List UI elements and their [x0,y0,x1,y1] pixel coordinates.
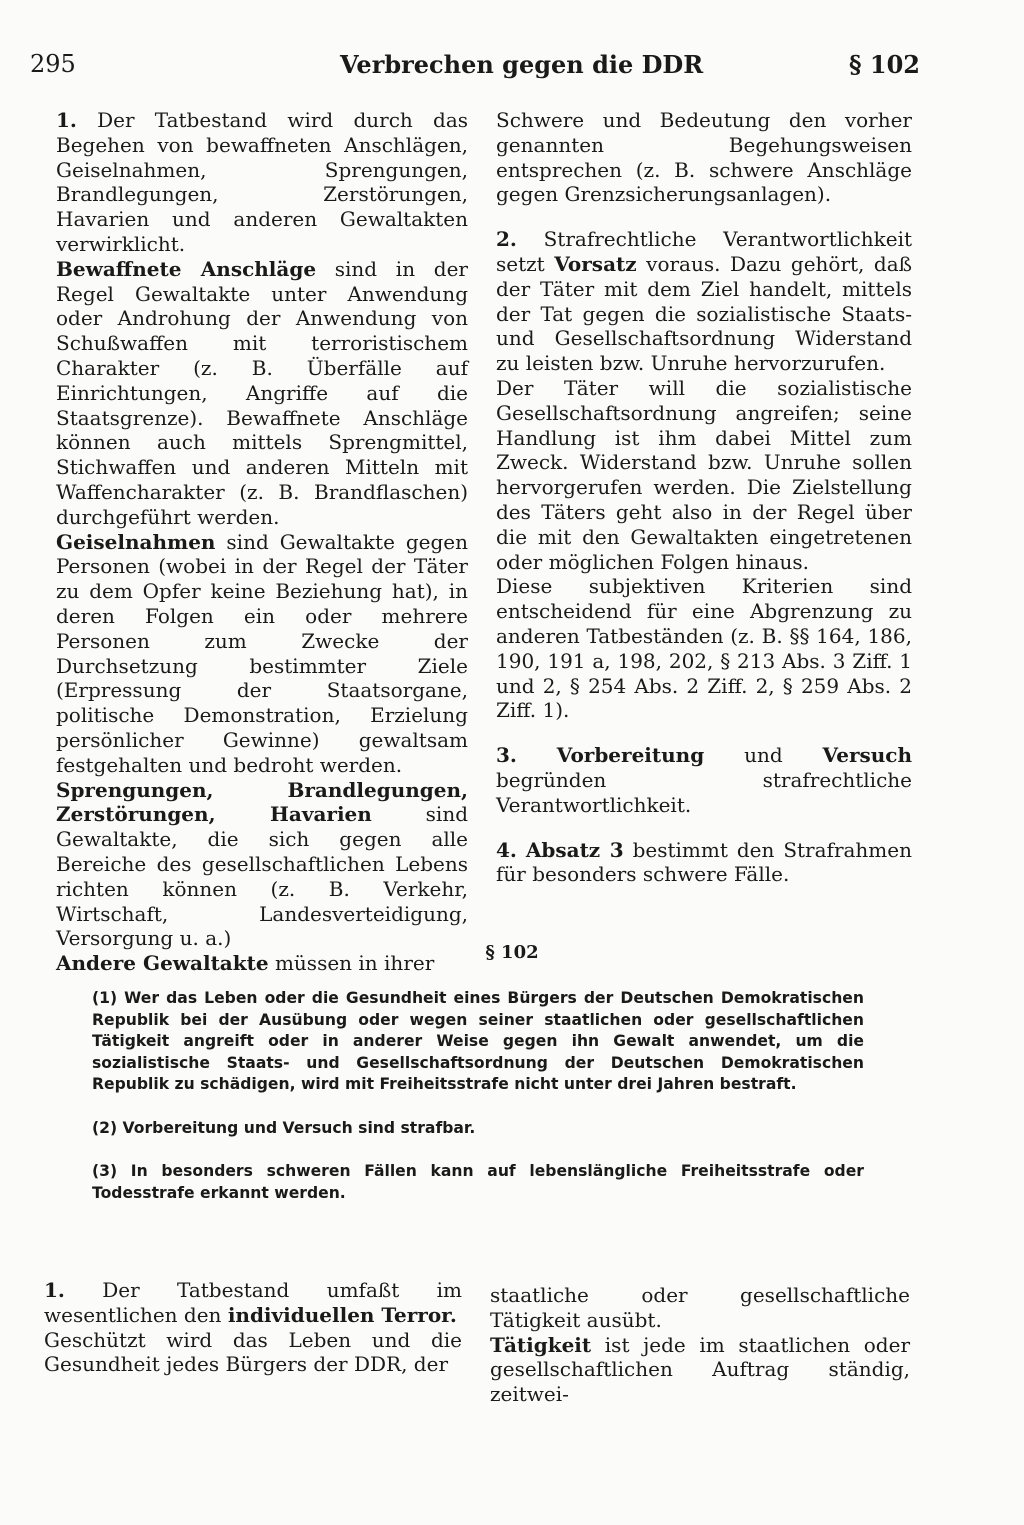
paragraph-number: 1. [44,1278,65,1302]
commentary-paragraph [56,257,468,530]
commentary-paragraph [44,1328,462,1378]
law-paragraph-3: (3) In besonders schweren Fällen kann auf lebenslängliche Freiheitsstrafe oder Todesstrafe erkannt werden. [92,1162,864,1202]
commentary-paragraph [496,108,912,207]
paragraph-text: staatliche oder gesellschaftliche Tätigkeit ausübt. [490,1283,910,1332]
paragraph-text: Der Täter will die sozialistische Gesellschaftsordnung angreifen; seine Handlung ist ihm dabei Mittel zum Zweck. Widerstand bzw. Unruhe sollen hervorgerufen werden. Die Zielstellung des Täters geht also in der Regel über die mit den Gewaltakten eingetretenen oder möglichen Folgen hinaus. [496,375,912,574]
paragraph-number: 2. [496,227,517,252]
paragraph-text: sind Gewaltakte, die sich gegen alle Bereiche des gesellschaftlichen Lebens richten können (z. B. Verkehr, Wirtschaft, Landesverteidigung, Versorgung u. a.) [56,802,468,951]
commentary-paragraph [56,778,468,952]
law-paragraph-1: (1) Wer das Leben oder die Gesundheit eines Bürgers der Deutschen Demokratischen Republik bei der Ausübung oder wegen seiner staatlichen oder gesellschaftlichen Tätigkeit angreift oder in anderer Weise gegen ihn Gewalt anwendet, um die sozialistische Staats- und Gesellschaftsordnung der Deutschen Demokratischen Republik zu schädigen, wird mit Freiheitsstrafe nicht unter drei Jahren bestraft. [92,989,864,1093]
defined-term: Andere Gewaltakte [56,951,269,976]
paragraph-text: bestimmt den Strafrahmen für besonders schwere Fälle. [496,837,912,887]
paragraph-text: Der Tatbestand umfaßt im wesentlichen den [44,1278,463,1327]
commentary-paragraph [44,1278,462,1328]
commentary-left-column-bottom [44,1278,462,1377]
defined-term: Vorsatz [554,251,637,276]
paragraph-text: begründen strafrechtliche Verantwortlichkeit. [496,767,912,817]
defined-term: Geiselnahmen [56,529,216,554]
defined-term: Sprengungen, Brandlegungen, Zerstörungen, Havarien [56,777,468,827]
defined-term: individuellen Terror. [227,1302,457,1327]
page-header [30,50,920,94]
defined-term: Vorbereitung [556,743,705,768]
paragraph-text: ist jede im staatlichen oder gesellschaftlichen Auftrag ständig, zeitwei- [490,1332,911,1407]
commentary-paragraph [496,227,912,376]
paragraph-text: Schwere und Bedeutung den vorher genannten Begehungsweisen entsprechen (z. B. schwere Anschläge gegen Grenzsicherungsanlagen). [496,108,912,207]
defined-term: Tätigkeit [490,1332,592,1357]
commentary-right-column-bottom [490,1283,910,1407]
page-number: 295 [30,50,76,78]
commentary-paragraph [56,530,468,778]
commentary-paragraph [496,743,912,817]
commentary-paragraph [496,574,912,723]
running-title: Verbrechen gegen die DDR [340,50,704,79]
paragraph-text: Strafrechtliche Verantwortlichkeit setzt [496,227,913,276]
law-section-title: § 102 [485,942,539,963]
law-paragraph-2: (2) Vorbereitung und Versuch sind strafbar. [92,1118,476,1137]
defined-term: Bewaffnete Anschläge [56,256,317,281]
paragraph-number: 4. [496,837,517,862]
paragraph-text: müssen in ihrer [274,951,435,976]
commentary-left-column [56,108,468,976]
law-text-block [92,988,864,1226]
commentary-right-column [496,108,912,887]
paragraph-text: Geschützt wird das Leben und die Gesundheit jedes Bürgers der DDR, der [44,1327,462,1377]
defined-term: Absatz 3 [525,837,624,862]
paragraph-number: 3. [496,743,517,768]
commentary-paragraph [56,108,468,257]
commentary-paragraph [496,838,912,888]
paragraph-text: und [744,743,783,768]
section-reference: § 102 [848,50,920,79]
commentary-paragraph [490,1333,910,1407]
paragraph-text: sind Gewaltakte gegen Personen (wobei in der Regel der Täter zu dem Opfer keine Beziehung hat), in deren Folgen ein oder mehrere Personen zum Zwecke der Durchsetzung bestimmter Ziele (Erpressung der Staatsorgane, politische Demonstration, Erzielung persönlicher Gewinne) gewaltsam festgehalten und bedroht werden. [56,529,469,777]
commentary-paragraph [496,376,912,574]
paragraph-text: Der Tatbestand wird durch das Begehen von bewaffneten Anschlägen, Geiselnahmen, Sprengungen, Brandlegungen, Zerstörungen, Havarien und anderen Gewaltakten verwirklicht. [56,108,469,256]
paragraph-text: voraus. Dazu gehört, daß der Täter mit dem Ziel handelt, mittels der Tat gegen die sozialistische Staats- und Gesellschaftsordnung Widerstand zu leisten bzw. Unruhe hervorzurufen. [496,251,913,376]
paragraph-text: sind in der Regel Gewaltakte unter Anwendung oder Androhung der Anwendung von Schußwaffen mit terroristischem Charakter (z. B. Überfälle auf Einrichtungen, Angriffe auf die Staatsgrenze). Bewaffnete Anschläge können auch mittels Sprengmittel, Stichwaffen und anderen Mitteln mit Waffencharakter (z. B. Brandflaschen) durchgeführt werden. [56,256,468,529]
paragraph-number: 1. [56,108,77,132]
defined-term: Versuch [822,743,912,768]
paragraph-text: Diese subjektiven Kriterien sind entscheidend für eine Abgrenzung zu anderen Tatbeständen (z. B. §§ 164, 186, 190, 191 a, 198, 202, § 213 Abs. 3 Ziff. 1 und 2, § 254 Abs. 2 Ziff. 2, § 259 Abs. 2 Ziff. 1). [496,574,912,723]
commentary-paragraph [490,1283,910,1333]
